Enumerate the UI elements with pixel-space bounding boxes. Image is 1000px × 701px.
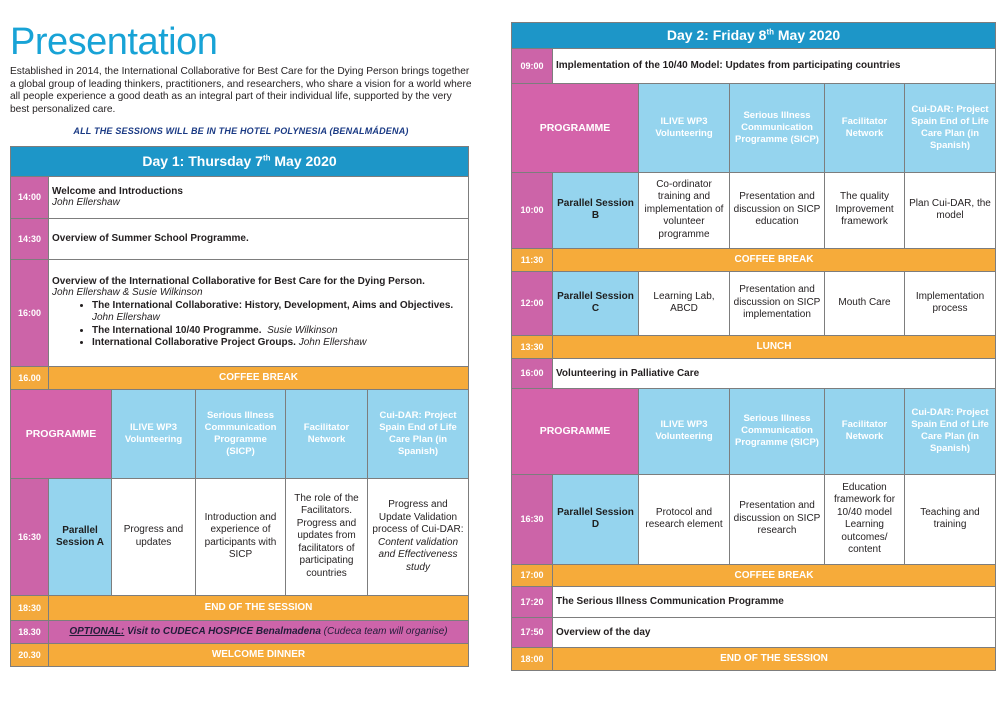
session-cell: Presentation and discussion on SICP education [730,172,825,248]
list-item: • The International 10/40 Programme. Susie Wilkinson [92,325,465,338]
day1-schedule [10,145,469,667]
end-session-band: END OF THE SESSION [553,647,996,670]
list-item: • International Collaborative Project Groups. John Ellershaw [92,337,465,350]
collaborative-subitems [52,300,465,350]
session-cell: Learning Lab, ABCD [639,271,730,335]
session-cell: Education framework for 10/40 model Learning outcomes/ content [825,474,905,564]
track-header-ilive: ILIVE WP3 Volunteering [112,389,196,478]
programme-header: PROGRAMME [512,388,639,474]
session-cell: Introduction and experience of participants with SICP [196,478,286,595]
session-cell: Presentation and discussion on SICP implementation [730,271,825,335]
welcome-dinner-band: WELCOME DINNER [49,643,469,666]
time-cell: 13:30 [512,335,553,358]
parallel-session-b: Parallel Session B [553,172,639,248]
time-cell: 14:30 [11,218,49,259]
time-cell: 11:30 [512,248,553,271]
session-cell-cuidar: Progress and Update Validation process of Cui-DAR: Content validation and Effectiveness study [368,478,469,595]
time-cell: 14:00 [11,176,49,218]
time-cell: 16:30 [11,478,49,595]
parallel-session-c: Parallel Session C [553,271,639,335]
parallel-session-a: Parallel Session A [49,478,112,595]
programme-header: PROGRAMME [512,83,639,172]
item-title: Overview of Summer School Programme. [52,233,249,244]
day1-heading: Day 1: Thursday 7th May 2020 [11,146,469,176]
track-header-facilitator: Facilitator Network [825,83,905,172]
end-session-band: END OF THE SESSION [49,595,469,620]
agenda-item-volunteering: Volunteering in Palliative Care [553,358,996,388]
time-cell: 18:30 [11,595,49,620]
time-cell: 09:00 [512,48,553,83]
track-header-cuidar: Cui-DAR: Project Spain End of Life Care Plan (in Spanish) [905,83,996,172]
programme-header: PROGRAMME [11,389,112,478]
session-cell: The role of the Facilitators. Progress and updates from facilitators of participating countries [286,478,368,595]
coffee-break-band: COFFEE BREAK [49,366,469,389]
item-speaker: John Ellershaw [52,197,120,208]
track-header-facilitator: Facilitator Network [286,389,368,478]
session-cell: Teaching and training [905,474,996,564]
optional-visit-band: OPTIONAL: Visit to CUDECA HOSPICE Benalmadena (Cudeca team will organise) [49,620,469,643]
session-cell: Presentation and discussion on SICP research [730,474,825,564]
time-cell: 17:00 [512,564,553,586]
agenda-item-overview-collaborative [49,259,469,366]
agenda-item-welcome [49,176,469,218]
session-cell: Implementation process [905,271,996,335]
track-header-sicp: Serious Illness Communication Programme (SICP) [730,388,825,474]
item-title: Welcome and Introductions [52,186,183,197]
track-header-ilive: ILIVE WP3 Volunteering [639,83,730,172]
agenda-item-overview-day: Overview of the day [553,617,996,647]
track-header-cuidar: Cui-DAR: Project Spain End of Life Care Plan (in Spanish) [905,388,996,474]
item-speaker: John Ellershaw & Susie Wilkinson [52,286,203,298]
session-cell: Mouth Care [825,271,905,335]
coffee-break-band: COFFEE BREAK [553,248,996,271]
agenda-item-overview-school [49,218,469,259]
agenda-item-implementation: Implementation of the 10/40 Model: Updates from participating countries [553,48,996,83]
time-cell: 18.30 [11,620,49,643]
list-item: • The International Collaborative: History, Development, Aims and Objectives. John Ellershaw [92,300,465,325]
page-title: Presentation [10,21,218,63]
session-cell: Progress and updates [112,478,196,595]
time-cell: 16:30 [512,474,553,564]
session-cell: Plan Cui-DAR, the model [905,172,996,248]
day2-schedule [511,21,996,671]
day2-heading: Day 2: Friday 8th May 2020 [512,22,996,48]
lunch-band: LUNCH [553,335,996,358]
coffee-break-band: COFFEE BREAK [553,564,996,586]
session-cell: Co-ordinator training and implementation of volunteer programme [639,172,730,248]
time-cell: 16:00 [512,358,553,388]
track-header-sicp: Serious Illness Communication Programme (SICP) [196,389,286,478]
track-header-ilive: ILIVE WP3 Volunteering [639,388,730,474]
track-header-cuidar: Cui-DAR: Project Spain End of Life Care Plan (in Spanish) [368,389,469,478]
track-header-facilitator: Facilitator Network [825,388,905,474]
agenda-item-sicp: The Serious Illness Communication Programme [553,586,996,617]
time-cell: 17:20 [512,586,553,617]
time-cell: 12:00 [512,271,553,335]
time-cell: 16:00 [11,259,49,366]
time-cell: 18:00 [512,647,553,670]
venue-note: ALL THE SESSIONS WILL BE IN THE HOTEL POLYNESIA (BENALMÁDENA) [73,126,409,136]
parallel-session-d: Parallel Session D [553,474,639,564]
time-cell: 17:50 [512,617,553,647]
time-cell: 10:00 [512,172,553,248]
time-cell: 20.30 [11,643,49,666]
session-cell: The quality Improvement framework [825,172,905,248]
intro-paragraph: Established in 2014, the International Collaborative for Best Care for the Dying Person brings together a global group of leading thinkers, practitioners, and researchers, who share a vision for a world where all people experience a good death as an integral part of their individual life, supported by the very best personalized care. [10,66,472,115]
session-cell: Protocol and research element [639,474,730,564]
time-cell: 16.00 [11,366,49,389]
item-title: Overview of the International Collaborative for Best Care for the Dying Person. [52,275,425,287]
track-header-sicp: Serious Illness Communication Programme (SICP) [730,83,825,172]
